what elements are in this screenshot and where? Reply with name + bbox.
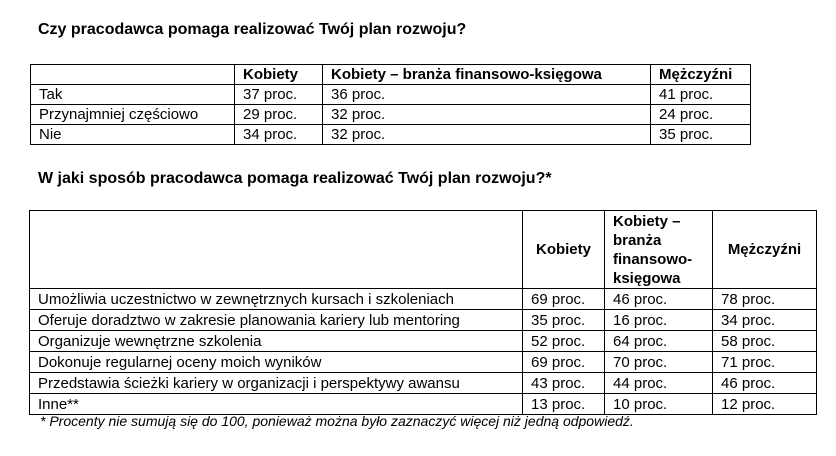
table-cell: 58 proc. (713, 331, 817, 352)
table-cell: 35 proc. (651, 125, 751, 145)
question-2-table (29, 210, 817, 415)
empty-header-cell (31, 65, 235, 85)
footnote: * Procenty nie sumują się do 100, ponieważ można było zaznaczyć więcej niż jedną odpowiedź. (40, 413, 634, 429)
column-header-mezczyzni: Mężczyźni (713, 211, 817, 289)
table-cell: 12 proc. (713, 394, 817, 415)
table-header-row (30, 211, 817, 289)
table-cell: 69 proc. (523, 352, 605, 373)
table-row (31, 105, 751, 125)
table-cell: 44 proc. (605, 373, 713, 394)
table-cell: 46 proc. (605, 289, 713, 310)
table-cell: 24 proc. (651, 105, 751, 125)
table-cell: 32 proc. (323, 125, 651, 145)
table-row (31, 85, 751, 105)
table-row (31, 125, 751, 145)
table-cell: 29 proc. (235, 105, 323, 125)
table-row (30, 331, 817, 352)
row-label: Dokonuje regularnej oceny moich wyników (30, 352, 523, 373)
table-cell: 64 proc. (605, 331, 713, 352)
table-cell: 69 proc. (523, 289, 605, 310)
column-header-kobiety: Kobiety (235, 65, 323, 85)
table-cell: 16 proc. (605, 310, 713, 331)
row-label: Przedstawia ścieżki kariery w organizacji i perspektywy awansu (30, 373, 523, 394)
table-cell: 36 proc. (323, 85, 651, 105)
column-header-mezczyzni: Mężczyźni (651, 65, 751, 85)
table-cell: 52 proc. (523, 331, 605, 352)
table-row (30, 289, 817, 310)
row-label: Przynajmniej częściowo (31, 105, 235, 125)
empty-header-cell (30, 211, 523, 289)
table-cell: 43 proc. (523, 373, 605, 394)
table-cell: 10 proc. (605, 394, 713, 415)
table-cell: 70 proc. (605, 352, 713, 373)
table-row (30, 352, 817, 373)
question-1-heading: Czy pracodawca pomaga realizować Twój plan rozwoju? (38, 21, 467, 38)
table-cell: 46 proc. (713, 373, 817, 394)
table-cell: 41 proc. (651, 85, 751, 105)
row-label: Organizuje wewnętrzne szkolenia (30, 331, 523, 352)
table-cell: 34 proc. (235, 125, 323, 145)
question-1-table (30, 64, 751, 145)
table-cell: 34 proc. (713, 310, 817, 331)
row-label: Oferuje doradztwo w zakresie planowania kariery lub mentoring (30, 310, 523, 331)
row-label: Nie (31, 125, 235, 145)
table-cell: 71 proc. (713, 352, 817, 373)
table-row (30, 373, 817, 394)
table-cell: 32 proc. (323, 105, 651, 125)
row-label: Inne** (30, 394, 523, 415)
table-cell: 13 proc. (523, 394, 605, 415)
row-label: Umożliwia uczestnictwo w zewnętrznych kursach i szkoleniach (30, 289, 523, 310)
column-header-kobiety-finanse: Kobiety – branża finansowo-księgowa (323, 65, 651, 85)
question-2-heading: W jaki sposób pracodawca pomaga realizować Twój plan rozwoju?* (38, 170, 552, 187)
table-cell: 35 proc. (523, 310, 605, 331)
row-label: Tak (31, 85, 235, 105)
table-header-row (31, 65, 751, 85)
column-header-kobiety-finanse: Kobiety – branża finansowo-księgowa (605, 211, 713, 289)
table-row (30, 394, 817, 415)
column-header-kobiety: Kobiety (523, 211, 605, 289)
table-row (30, 310, 817, 331)
table-cell: 78 proc. (713, 289, 817, 310)
table-cell: 37 proc. (235, 85, 323, 105)
